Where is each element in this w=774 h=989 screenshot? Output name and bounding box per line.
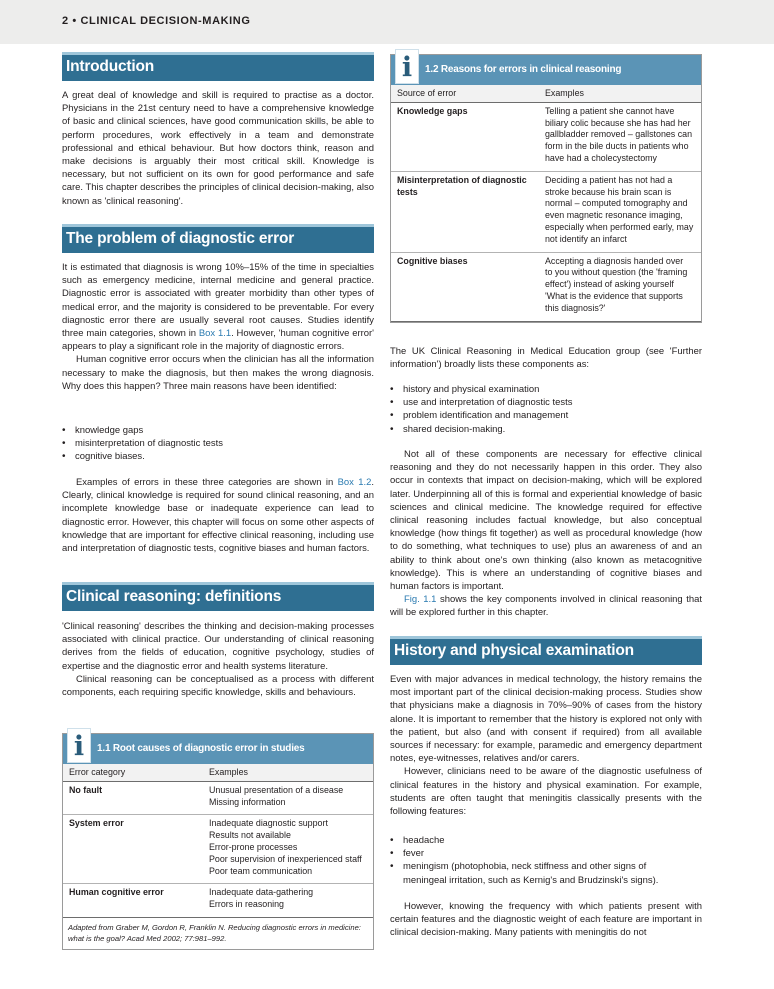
- table-row: [391, 252, 701, 321]
- example-line: Poor supervision of inexperienced staff: [209, 853, 362, 864]
- text-run: . However, 'human cognitive error' appears to play a significant role in the majority of diagnostic errors.: [62, 328, 374, 353]
- box-title: 1.1 Root causes of diagnostic error in studies: [97, 743, 305, 754]
- info-icon: i: [67, 728, 91, 763]
- section-heading-diagnostic-error: [62, 224, 374, 253]
- example-line: gallbladder removed – gallstones can: [545, 129, 693, 140]
- box-source-note: Adapted from Graber M, Gordon R, Franklin N. Reducing diagnostic errors in medicine: what is the goal? Acad Med 2002; 77:981–992.: [68, 922, 361, 943]
- page-number: 2: [62, 15, 69, 27]
- list-item: • meningism (photophobia, neck stiffness and other signs of meningeal irritation, such as Kernig's and Brudzinski's signs).: [390, 860, 690, 886]
- list-item: • use and interpretation of diagnostic tests: [390, 396, 690, 409]
- example-line: Deciding a patient has not had a: [545, 174, 673, 185]
- section-heading-history: [390, 636, 702, 665]
- example-line: form in the bile ducts in patients who: [545, 141, 689, 152]
- box-title-bar: [63, 731, 373, 764]
- example-line: biliary colic because she has had her: [545, 117, 691, 128]
- components-body: [390, 448, 702, 620]
- list-item: • history and physical examination: [390, 383, 690, 396]
- table-row: [391, 102, 701, 171]
- paragraph: [62, 476, 374, 555]
- diagnostic-error-body-2: [62, 476, 374, 555]
- table-header-row: [63, 764, 373, 781]
- box-1-1: [62, 733, 374, 950]
- text-run: shows the key components involved in clinical reasoning that will be explored further in this chapter.: [390, 594, 702, 619]
- list-item: • knowledge gaps: [62, 424, 362, 437]
- example-line: Inadequate diagnostic support: [209, 818, 328, 829]
- root-causes-table: [63, 764, 373, 918]
- box-1-2: [390, 54, 702, 323]
- diagnostic-error-body: [62, 261, 374, 393]
- table-cell: Cognitive biases: [391, 252, 539, 321]
- heading-text: Introduction: [66, 58, 154, 75]
- table-cell: [539, 171, 701, 252]
- header-bullet: •: [72, 15, 77, 27]
- list-item: • fever: [390, 847, 690, 860]
- section-heading-definitions: [62, 582, 374, 611]
- list-item: • headache: [390, 834, 690, 847]
- column-header: Source of error: [391, 85, 539, 102]
- running-header-text: [62, 15, 251, 27]
- info-icon: i: [395, 49, 419, 84]
- example-line: Results not available: [209, 830, 291, 841]
- running-header: [0, 0, 774, 44]
- table-cell: [203, 781, 373, 815]
- example-line: 'What is the evidence that supports: [545, 290, 683, 301]
- error-reasons-table: [391, 85, 701, 322]
- table-cell: System error: [63, 815, 203, 884]
- components-intro: [390, 345, 702, 371]
- paragraph: Even with major advances in medical technology, the history remains the most important part of the clinical decision-making process. Studies show that physicians make a diagnosis in 70%–90% of cases from the history alone. It is important to remember that the history is explored not only with the patient, but also (and with consent if required) from all available sources if necessary: for example, paramedic and emergency department notes, eye-witnesses, relatives and/or carers.: [390, 674, 702, 765]
- list-item: • cognitive biases.: [62, 450, 362, 463]
- table-row: [63, 815, 373, 884]
- list-item: • problem identification and management: [390, 409, 690, 422]
- example-line: Telling a patient she cannot have: [545, 105, 675, 116]
- components-list: [390, 383, 690, 436]
- paragraph: A great deal of knowledge and skill is required to practise as a doctor. Physicians in the 21st century need to have a comprehensive knowledge of basic and clinical sciences, have good communication skills, be able to perform procedures, work effectively in a team and demonstrate professional and ethical behaviour. But how doctors think, reason and make decisions is arguably their most critical skill. Knowledge is necessary, but not sufficient on its own for good performance and safe care. This chapter describes the principles of clinical decision-making, also known as 'clinical reasoning'.: [62, 90, 374, 207]
- paragraph: Human cognitive error occurs when the clinician has all the information necessary to make the diagnosis, but then makes the wrong diagnosis. Why does this happen? Three main reasons have been identified:: [62, 354, 374, 392]
- paragraph: The UK Clinical Reasoning in Medical Education group (see 'Further information') broadly lists these components as:: [390, 346, 702, 371]
- example-line: Unusual presentation of a disease: [209, 784, 344, 795]
- example-line: Accepting a diagnosis handed over: [545, 255, 684, 266]
- list-item: • shared decision-making.: [390, 423, 690, 436]
- table-cell: [539, 252, 701, 321]
- box-title-bar: [391, 52, 701, 85]
- table-cell: [203, 815, 373, 884]
- example-line: effect') instead of asking yourself: [545, 279, 674, 290]
- text-run: Examples of errors in these three categories are shown in: [76, 477, 338, 488]
- paragraph: Not all of these components are necessary for effective clinical reasoning and they do not necessarily happen in this order. They also occur in contexts that impact on decision-making, which will be explored later. Underpinning all of this is formal and experiential knowledge of basic sciences and clinical medicine. The knowledge required for effective clinical reasoning includes factual knowledge, but also conceptual knowledge (how things fit together) as well as procedural knowledge (how to do something, what techniques to use) plus an awareness of and an ability to think about one's own thinking (also known as metacognitive knowledge). This is where an understanding of cognitive biases and human factors is important.: [390, 449, 702, 593]
- paragraph: [390, 593, 702, 619]
- example-line: Missing information: [209, 796, 286, 807]
- example-line: Inadequate data-gathering: [209, 887, 314, 898]
- example-line: Error-prone processes: [209, 841, 298, 852]
- table-cell: Misinterpretation of diagnostic tests: [391, 171, 539, 252]
- box-1-1-link[interactable]: Box 1.1: [198, 328, 232, 340]
- reasons-list: [62, 424, 362, 464]
- column-header: Examples: [203, 764, 373, 781]
- paragraph: 'Clinical reasoning' describes the thinking and decision-making processes associated with clinical practice. Our understanding of clinical reasoning derives from the fields of education, cognitive psychology, studies of expertise and the diagnostic error and health systems literature.: [62, 621, 374, 672]
- example-line: this diagnosis?': [545, 302, 606, 313]
- table-row: [391, 171, 701, 252]
- example-line: not identify an infarct: [545, 233, 627, 244]
- table-cell: Knowledge gaps: [391, 102, 539, 171]
- table-cell: [203, 884, 373, 918]
- example-line: Errors in reasoning: [209, 899, 284, 910]
- chapter-title: CLINICAL DECISION-MAKING: [80, 15, 251, 27]
- table-row: [63, 884, 373, 918]
- table-cell: [539, 102, 701, 171]
- list-item: • misinterpretation of diagnostic tests: [62, 437, 362, 450]
- table-row: [63, 781, 373, 815]
- paragraph: However, clinicians need to be aware of the diagnostic usefulness of clinical features in the history and physical examination. For example, students are often taught that meningitis classically presents with the following features:: [390, 766, 702, 818]
- history-body-2: [390, 900, 702, 940]
- table-header-row: [391, 85, 701, 102]
- example-line: have had a cholecystectomy: [545, 152, 657, 163]
- heading-text: The problem of diagnostic error: [66, 230, 295, 247]
- history-body: [390, 673, 702, 818]
- text-run: . Clearly, clinical knowledge is required for sound clinical reasoning, and an incomplete knowledge base or inadequate experience can lead to diagnostic error. However, this chapter will focus on some other aspects of knowledge that are important for effective clinical reasoning, including use and interpretation of diagnostic tests, cognitive biases and human factors.: [62, 477, 374, 555]
- box-1-2-link[interactable]: Box 1.2: [337, 477, 372, 488]
- heading-text: Clinical reasoning: definitions: [66, 588, 282, 605]
- meningitis-features-list: [390, 834, 690, 887]
- figure-1-1-link[interactable]: Fig. 1.1: [404, 594, 437, 606]
- example-line: Poor team communication: [209, 865, 313, 876]
- example-line: to you without question (the 'framing: [545, 267, 688, 278]
- example-line: normal – computed tomography and: [545, 198, 688, 209]
- table-cell: No fault: [63, 781, 203, 815]
- column-header: Error category: [63, 764, 203, 781]
- text-run: It is estimated that diagnosis is wrong 10%–15% of the time in specialties such as emergency medicine, internal medicine and general practice. Diagnostic error is associated with greater morbidity than other types of medical error, and the majority is considered to be preventable. For every diagnostic error there are usually several root causes. Studies identify three main categories, shown in: [62, 262, 374, 340]
- paragraph: [62, 261, 374, 353]
- paragraph: Clinical reasoning can be conceptualised as a process with different components, each requiring specific knowledge, skills and behaviours.: [62, 673, 374, 699]
- introduction-body: [62, 89, 374, 208]
- box-title: 1.2 Reasons for errors in clinical reasoning: [425, 64, 622, 75]
- example-line: stroke because his brain scan is: [545, 186, 672, 197]
- paragraph: However, knowing the frequency with which patients present with certain features and the diagnostic weight of each feature are important in clinical decision-making. Many patients with meningitis do not: [390, 901, 702, 939]
- example-line: especially when performed early, may: [545, 221, 694, 232]
- section-heading-introduction: [62, 52, 374, 81]
- table-cell: Human cognitive error: [63, 884, 203, 918]
- heading-text: History and physical examination: [394, 642, 634, 659]
- definitions-body: [62, 620, 374, 699]
- example-line: even magnetic resonance imaging,: [545, 210, 683, 221]
- column-header: Examples: [539, 85, 701, 102]
